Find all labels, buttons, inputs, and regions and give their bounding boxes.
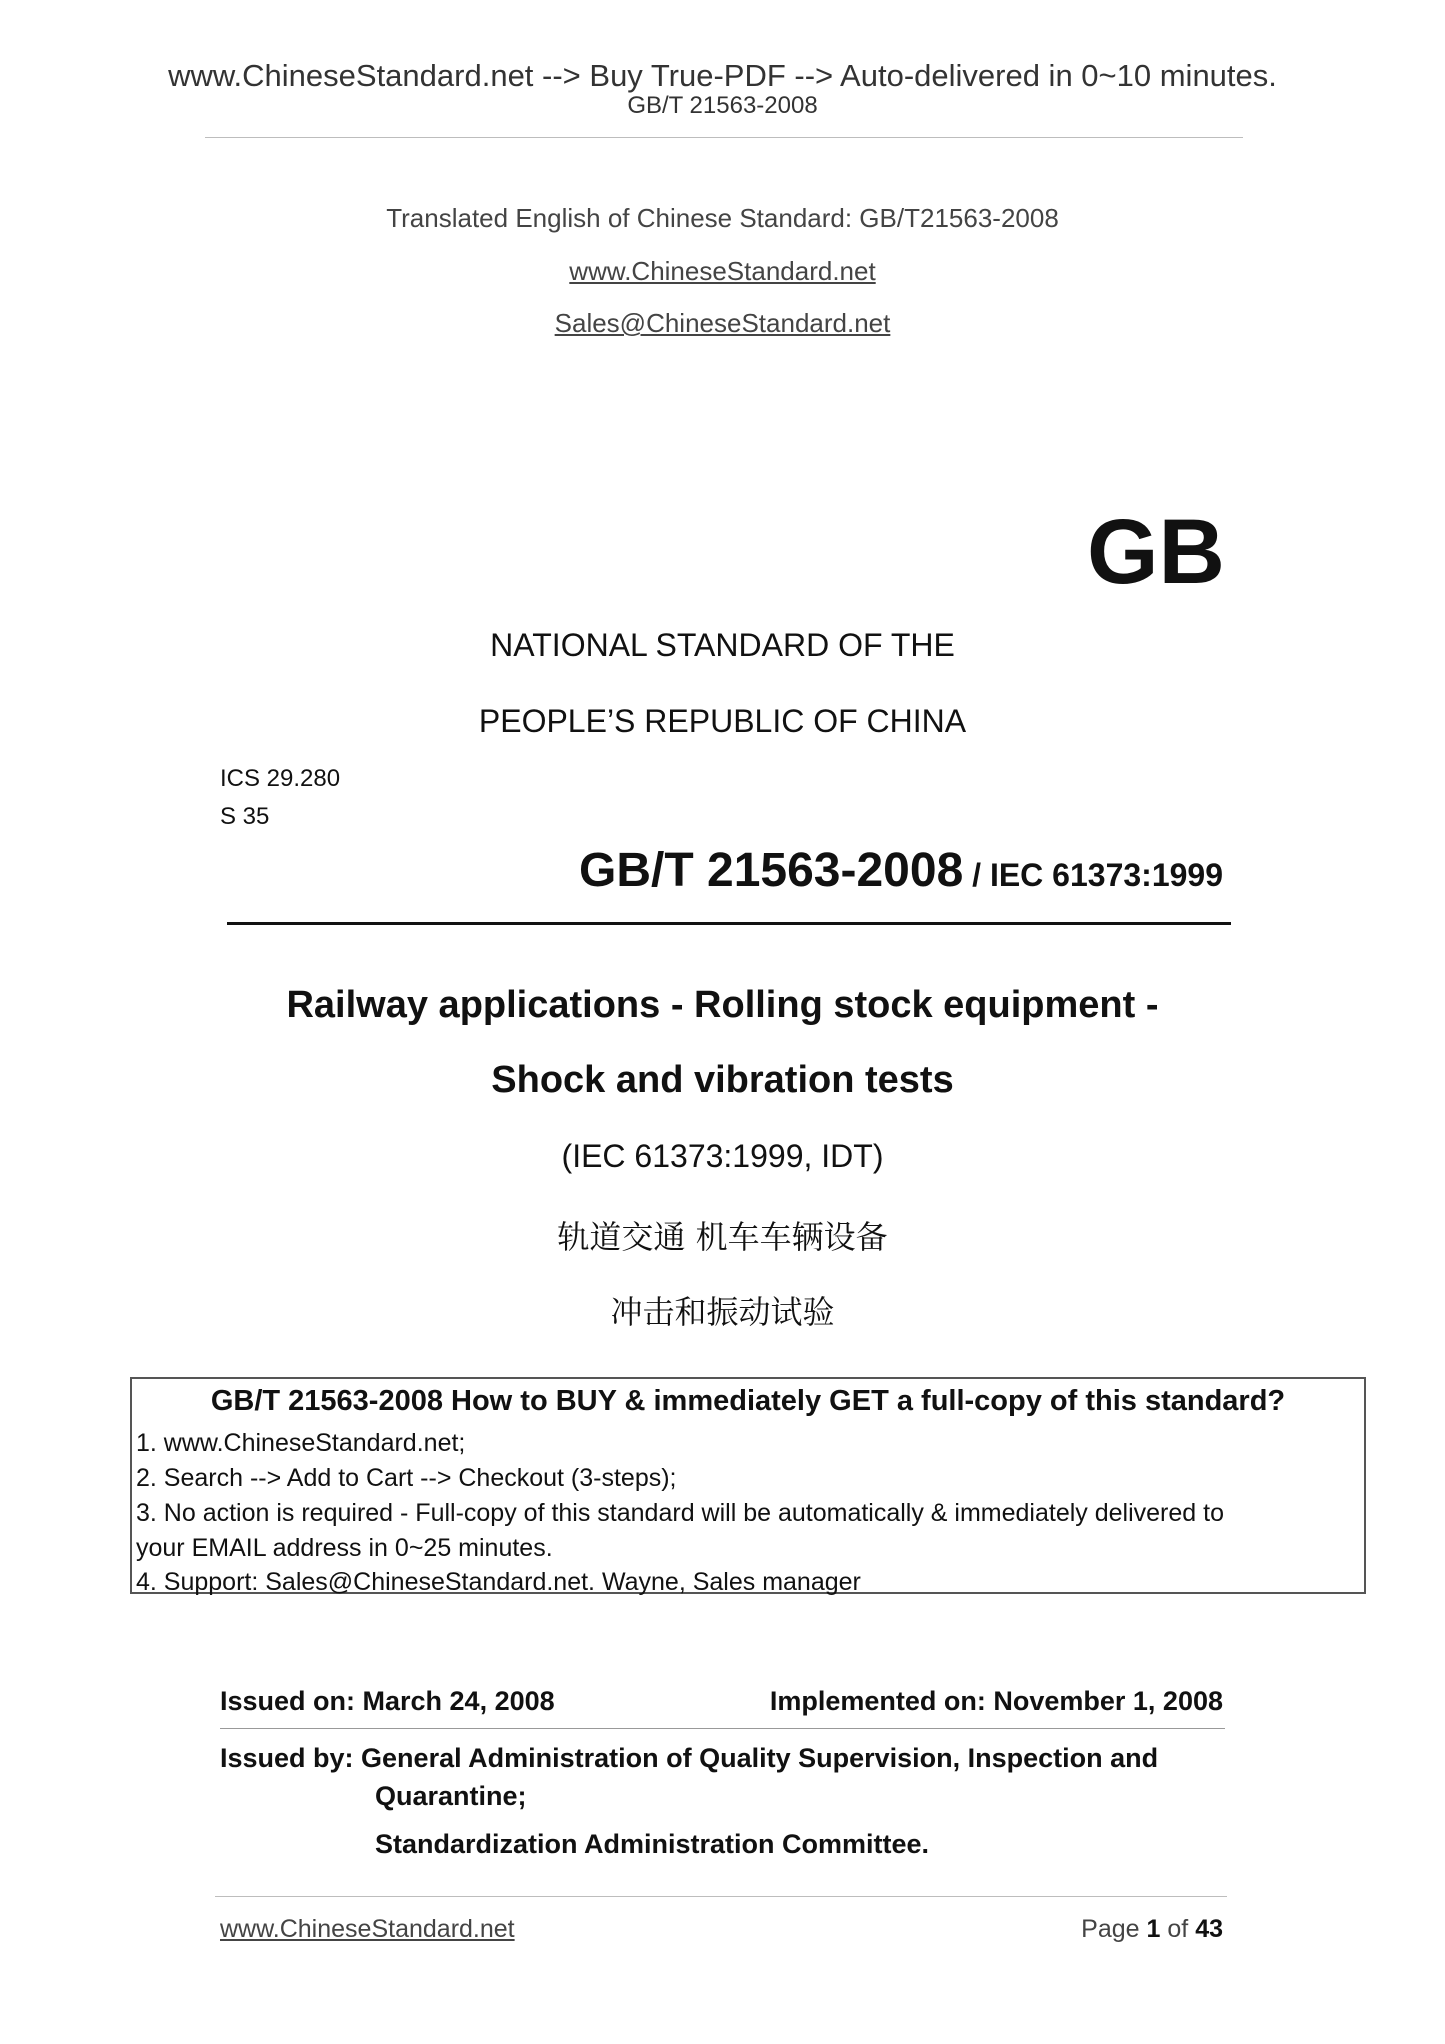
equivalence-note: (IEC 61373:1999, IDT) [561,1138,884,1174]
s-code: S 35 [220,803,270,830]
footer-website-link[interactable]: www.ChineseStandard.net [220,1915,515,1943]
buy-instructions-box [130,1377,1366,1594]
translated-line: Translated English of Chinese Standard: GB/T21563-2008 [386,203,1059,233]
buy-step-4: 4. Support: Sales@ChineseStandard.net. Wayne, Sales manager [136,1568,861,1596]
chinese-title-line-1: 轨道交通 机车车辆设备 [557,1218,888,1256]
email-link[interactable]: Sales@ChineseStandard.net [554,308,891,338]
number-separator: / [972,857,982,893]
page-label: Page [1081,1915,1140,1943]
chinese-title-line-2: 冲击和振动试验 [610,1293,835,1331]
footer-divider [215,1896,1227,1897]
title-line-1: Railway applications - Rolling stock equipment - [286,984,1159,1026]
implemented-on: Implemented on: November 1, 2008 [769,1686,1223,1716]
gb-mark: GB [1087,501,1225,603]
gb-number: GB/T 21563-2008 [579,844,964,897]
issued-by: Issued by: General Administration of Quality Supervision, Inspection and [220,1743,1159,1773]
title-line-2: Shock and vibration tests [491,1059,954,1101]
buy-box-title: GB/T 21563-2008 How to BUY & immediately GET a full-copy of this standard? [210,1385,1286,1417]
buy-step-2: 2. Search --> Add to Cart --> Checkout (3-steps); [136,1464,677,1492]
website-link[interactable]: www.ChineseStandard.net [569,256,876,286]
issued-on: Issued on: March 24, 2008 [220,1686,555,1716]
standard-number [579,843,1223,898]
promo-banner: www.ChineseStandard.net --> Buy True-PDF --> Auto-delivered in 0~10 minutes. [168,58,1277,93]
buy-step-3-continued: your EMAIL address in 0~25 minutes. [136,1534,553,1562]
page-of: of [1167,1915,1189,1943]
issued-by-line-2: Quarantine; [375,1781,527,1811]
page-total: 43 [1195,1915,1223,1943]
buy-step-1: 1. www.ChineseStandard.net; [136,1429,466,1457]
national-line-2: PEOPLE’S REPUBLIC OF CHINA [478,703,967,739]
issuance-divider [220,1728,1225,1729]
iec-number: IEC 61373:1999 [989,857,1223,893]
title-divider [227,922,1231,925]
national-line-1: NATIONAL STANDARD OF THE [490,627,955,663]
ics-code: ICS 29.280 [220,765,341,792]
issued-by-line-3: Standardization Administration Committee. [375,1829,930,1859]
page-current: 1 [1146,1915,1161,1943]
header-doc-code: GB/T 21563-2008 [627,92,818,119]
buy-step-3: 3. No action is required - Full-copy of this standard will be automatically & immediately delivered to [136,1499,1224,1527]
header-divider [205,137,1243,138]
page-indicator [1081,1915,1223,1944]
